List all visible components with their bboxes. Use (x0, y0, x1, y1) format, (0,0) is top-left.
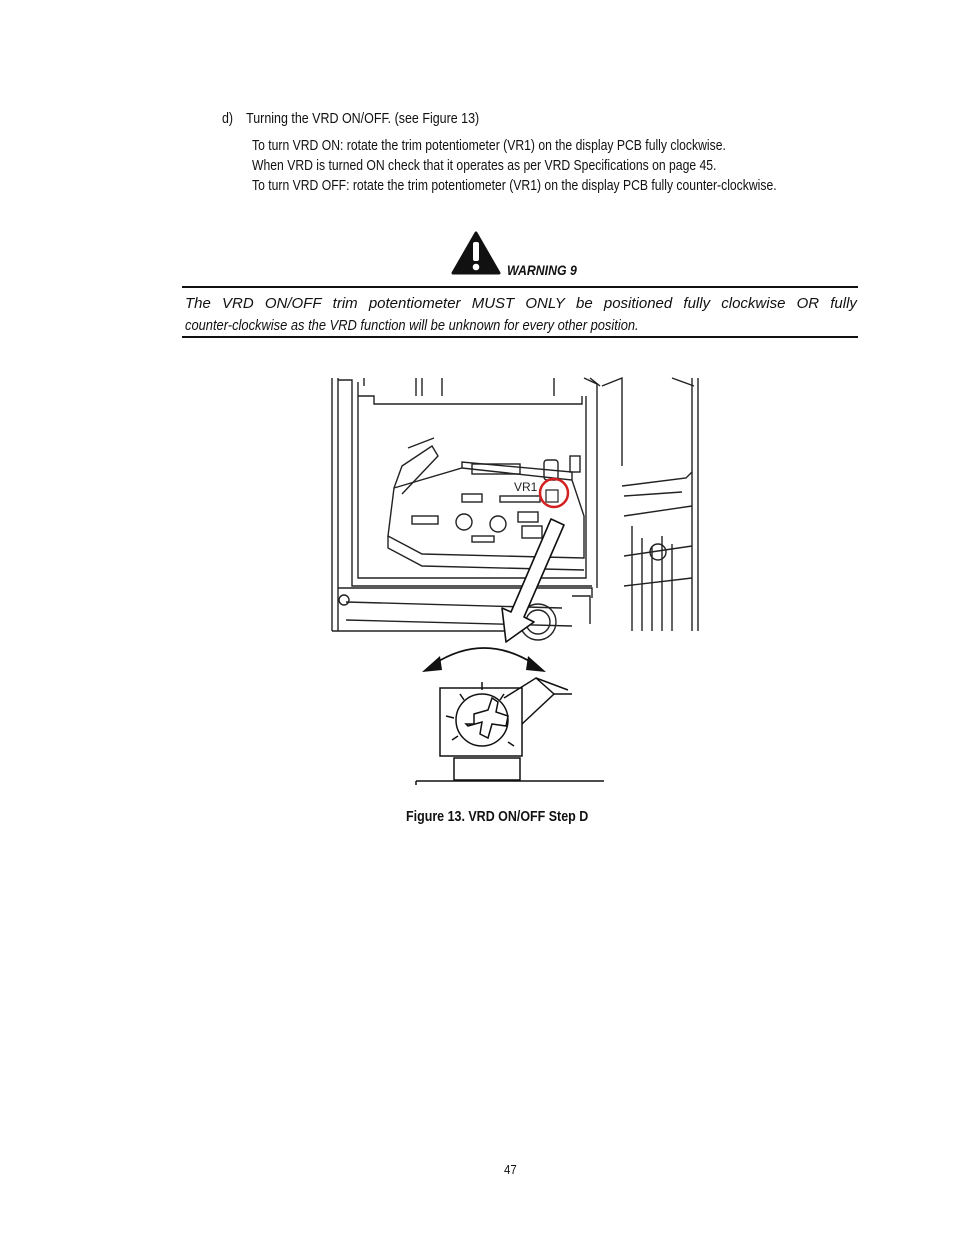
warning-word: OR (796, 295, 820, 312)
instruction-line: To turn VRD ON: rotate the trim potentiometer (VR1) on the display PCB fully clockwise. (252, 138, 726, 154)
component-label-vr1 (514, 480, 538, 494)
instruction-line: To turn VRD OFF: rotate the trim potentiometer (VR1) on the display PCB fully counter-clockwise. (252, 178, 777, 194)
instruction-line: When VRD is turned ON check that it operates as per VRD Specifications on page 45. (252, 158, 717, 174)
step-label: d) (222, 111, 234, 127)
warning-line-2: counter-clockwise as the VRD function will be unknown for every other position. (185, 317, 639, 334)
warning-word: potentiometer (368, 295, 461, 312)
vr1-potentiometer (546, 490, 558, 502)
warning-top-rule (182, 286, 858, 288)
figure-caption: Figure 13. VRD ON/OFF Step D (406, 809, 589, 825)
warning-word: VRD (222, 295, 254, 312)
vrd-figure-illustration (322, 376, 704, 796)
warning-word: be (576, 295, 593, 312)
vr1-label: VR1 (514, 480, 538, 494)
step-title: Turning the VRD ON/OFF. (see Figure 13) (246, 111, 480, 127)
warning-triangle-icon (451, 231, 501, 275)
warning-title: WARNING 9 (507, 262, 577, 278)
warning-word: fully (830, 295, 857, 312)
warning-line-1 (185, 293, 857, 315)
trim-pot-detail-drawing (416, 678, 604, 785)
warning-bottom-rule (182, 336, 858, 338)
page-number: 47 (504, 1162, 517, 1177)
step-instructions (252, 136, 877, 196)
warning-word: ON/OFF (264, 295, 322, 312)
warning-word: ONLY (525, 295, 565, 312)
warning-word: clockwise (721, 295, 786, 312)
warning-word: fully (683, 295, 711, 312)
warning-word: The (185, 295, 211, 312)
warning-word: positioned (603, 295, 673, 312)
step-heading (222, 111, 479, 127)
rotation-arrow-icon (422, 648, 546, 672)
warning-body (185, 293, 857, 337)
warning-word: trim (332, 295, 358, 312)
warning-word: MUST (471, 295, 515, 312)
